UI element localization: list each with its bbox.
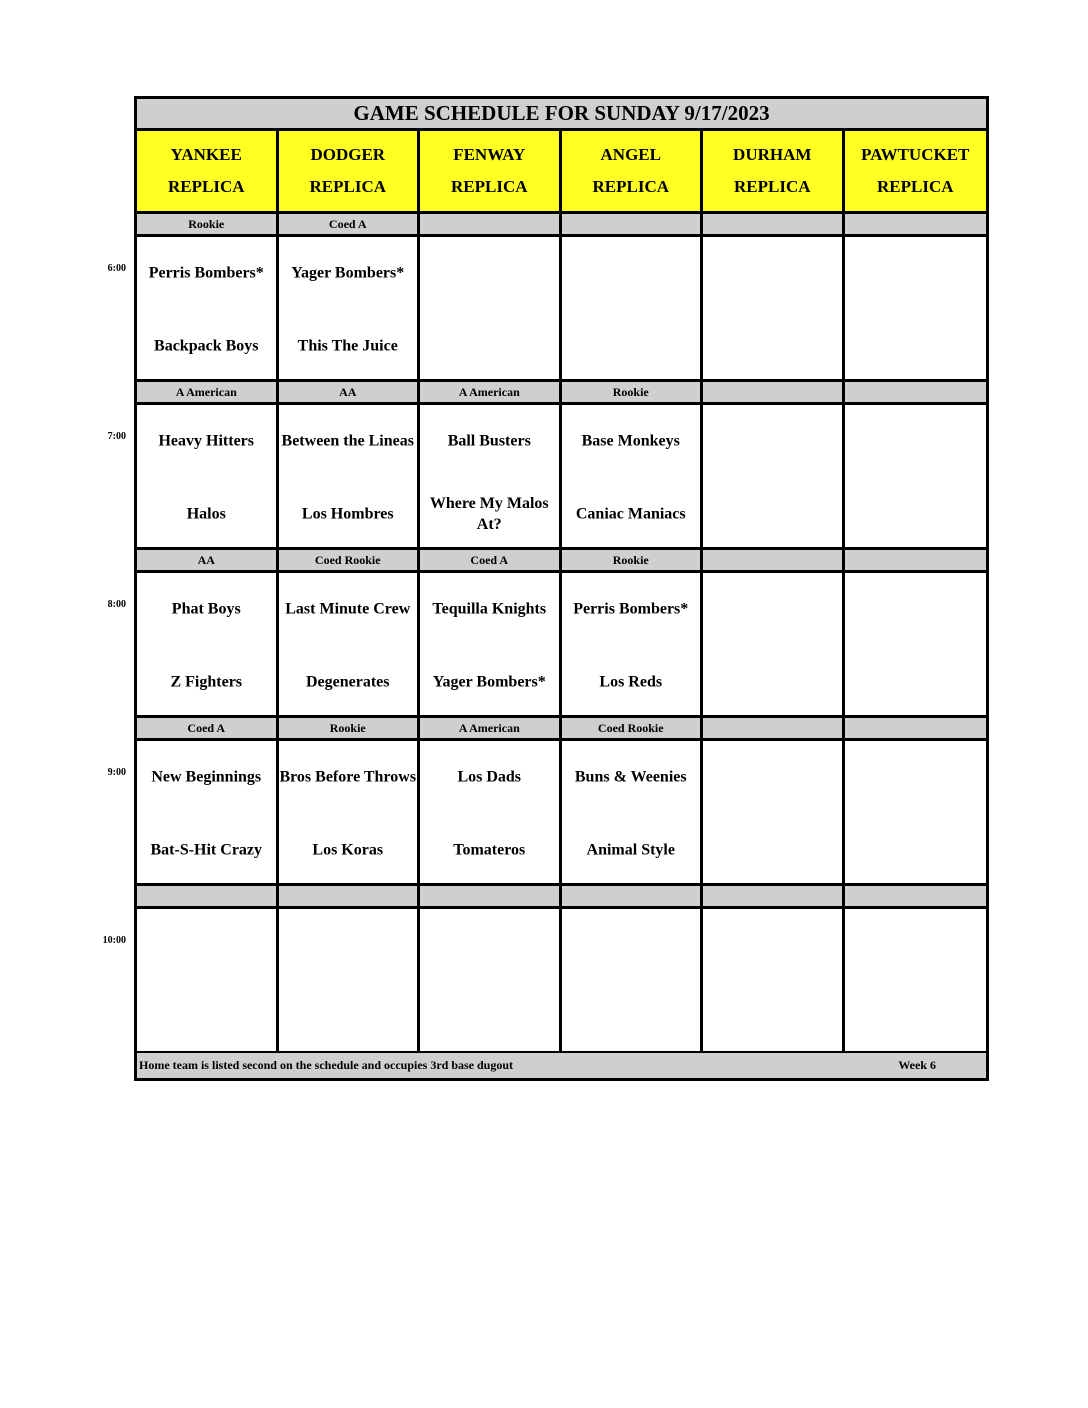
field-sub: REPLICA [876, 177, 954, 196]
game-cell [845, 909, 986, 1051]
game-cell [703, 909, 845, 1051]
division-label [420, 214, 562, 234]
home-team: Where My Malos At? [429, 495, 549, 533]
game-cell [137, 573, 279, 715]
away-team: Yager Bombers* [291, 264, 405, 282]
game-cell [279, 573, 421, 715]
game-cell [562, 741, 704, 883]
time-slot-block [137, 718, 986, 886]
field-header-dodger [279, 131, 421, 211]
division-label [703, 718, 845, 738]
away-team: Phat Boys [171, 600, 241, 618]
game-cell [420, 237, 562, 379]
game-cell [137, 741, 279, 883]
time-slot-block [137, 382, 986, 550]
field-header-row [137, 131, 986, 214]
game-cell [703, 741, 845, 883]
home-team: Bat-S-Hit Crazy [150, 841, 263, 859]
field-name: YANKEE [170, 145, 242, 164]
away-team: Heavy Hitters [158, 432, 255, 450]
home-team: Halos [186, 505, 226, 523]
game-cell [845, 405, 986, 547]
away-team: Between the Lineas [281, 432, 414, 450]
away-team: Perris Bombers* [573, 600, 689, 618]
game-row [137, 405, 986, 550]
home-team: Los Hombres [301, 505, 394, 523]
time-label: 8:00 [107, 599, 126, 610]
division-label: Coed Rookie [279, 550, 421, 570]
time-slot-block [137, 550, 986, 718]
field-header-pawtucket [845, 131, 986, 211]
field-sub: REPLICA [733, 177, 811, 196]
division-label: AA [137, 550, 279, 570]
game-row [137, 573, 986, 718]
field-sub: REPLICA [167, 177, 245, 196]
schedule-sheet [134, 96, 989, 1081]
field-name: PAWTUCKET [861, 145, 970, 164]
game-cell [703, 405, 845, 547]
home-team: Los Reds [599, 673, 663, 691]
game-cell [845, 237, 986, 379]
field-name: ANGEL [600, 145, 661, 164]
game-row [137, 237, 986, 382]
division-label [845, 550, 986, 570]
division-row [137, 886, 986, 909]
field-sub: REPLICA [309, 177, 386, 196]
division-label: Rookie [137, 214, 279, 234]
division-label [279, 886, 421, 906]
game-cell [420, 573, 562, 715]
home-team-note: Home team is listed second on the schedule and occupies 3rd base dugout [139, 1058, 514, 1072]
division-label: Coed A [420, 550, 562, 570]
game-cell [562, 405, 704, 547]
division-label [703, 214, 845, 234]
division-label: AA [279, 382, 421, 402]
schedule-title: GAME SCHEDULE FOR SUNDAY 9/17/2023 [137, 99, 986, 131]
division-label: A American [420, 382, 562, 402]
division-row [137, 718, 986, 741]
schedule-footer [137, 1053, 986, 1078]
home-team: Yager Bombers* [432, 673, 546, 691]
division-label [845, 718, 986, 738]
game-row [137, 909, 986, 1054]
time-label: 6:00 [107, 263, 126, 274]
time-slot-block [137, 886, 986, 1054]
away-team: Bros Before Throws [279, 768, 417, 786]
division-label [703, 886, 845, 906]
division-label: Coed A [137, 718, 279, 738]
division-label [562, 886, 704, 906]
field-name: DURHAM [733, 145, 812, 164]
field-name: FENWAY [453, 145, 526, 164]
away-team: Ball Busters [447, 432, 531, 450]
away-team: Buns & Weenies [574, 768, 687, 786]
time-label: 7:00 [107, 431, 126, 442]
time-label: 10:00 [102, 935, 126, 946]
game-cell [562, 909, 704, 1051]
home-team: Tomateros [453, 841, 526, 859]
division-row [137, 214, 986, 237]
field-header-durham [703, 131, 845, 211]
field-header-yankee [137, 131, 279, 211]
division-label [703, 382, 845, 402]
game-cell [845, 573, 986, 715]
division-label: Rookie [562, 550, 704, 570]
game-cell [137, 405, 279, 547]
game-cell [279, 237, 421, 379]
away-team: New Beginnings [151, 768, 262, 786]
division-label [845, 214, 986, 234]
division-label [845, 382, 986, 402]
game-cell [562, 237, 704, 379]
game-cell [137, 909, 279, 1051]
away-team: Last Minute Crew [285, 600, 411, 618]
game-cell [703, 237, 845, 379]
division-label: Coed Rookie [562, 718, 704, 738]
home-team: Los Koras [312, 841, 384, 859]
away-team: Perris Bombers* [148, 264, 264, 282]
game-row [137, 741, 986, 886]
home-team: This The Juice [297, 337, 398, 355]
division-label: Rookie [562, 382, 704, 402]
division-label [137, 886, 279, 906]
field-header-fenway [420, 131, 562, 211]
home-team: Z Fighters [170, 673, 243, 691]
home-team: Animal Style [586, 841, 675, 859]
division-label [420, 886, 562, 906]
field-sub: REPLICA [592, 177, 669, 196]
field-header-angel [562, 131, 704, 211]
game-cell [420, 909, 562, 1051]
game-cell [420, 405, 562, 547]
division-label: A American [420, 718, 562, 738]
game-cell [279, 741, 421, 883]
game-cell [279, 909, 421, 1051]
game-cell [137, 237, 279, 379]
division-label [703, 550, 845, 570]
division-label [845, 886, 986, 906]
division-label: A American [137, 382, 279, 402]
time-label: 9:00 [107, 767, 126, 778]
away-team: Los Dads [457, 768, 522, 786]
game-cell [279, 405, 421, 547]
game-cell [420, 741, 562, 883]
away-team: Base Monkeys [581, 432, 680, 450]
time-slot-block [137, 214, 986, 382]
home-team: Backpack Boys [154, 337, 259, 355]
home-team: Degenerates [305, 673, 390, 691]
home-team: Caniac Maniacs [575, 505, 686, 523]
division-row [137, 550, 986, 573]
away-team: Tequilla Knights [432, 600, 547, 618]
game-cell [562, 573, 704, 715]
division-row [137, 382, 986, 405]
division-label [562, 214, 704, 234]
game-cell [845, 741, 986, 883]
week-label: Week 6 [898, 1058, 936, 1072]
field-sub: REPLICA [450, 177, 528, 196]
division-label: Coed A [279, 214, 421, 234]
field-name: DODGER [310, 145, 386, 164]
division-label: Rookie [279, 718, 421, 738]
game-cell [703, 573, 845, 715]
